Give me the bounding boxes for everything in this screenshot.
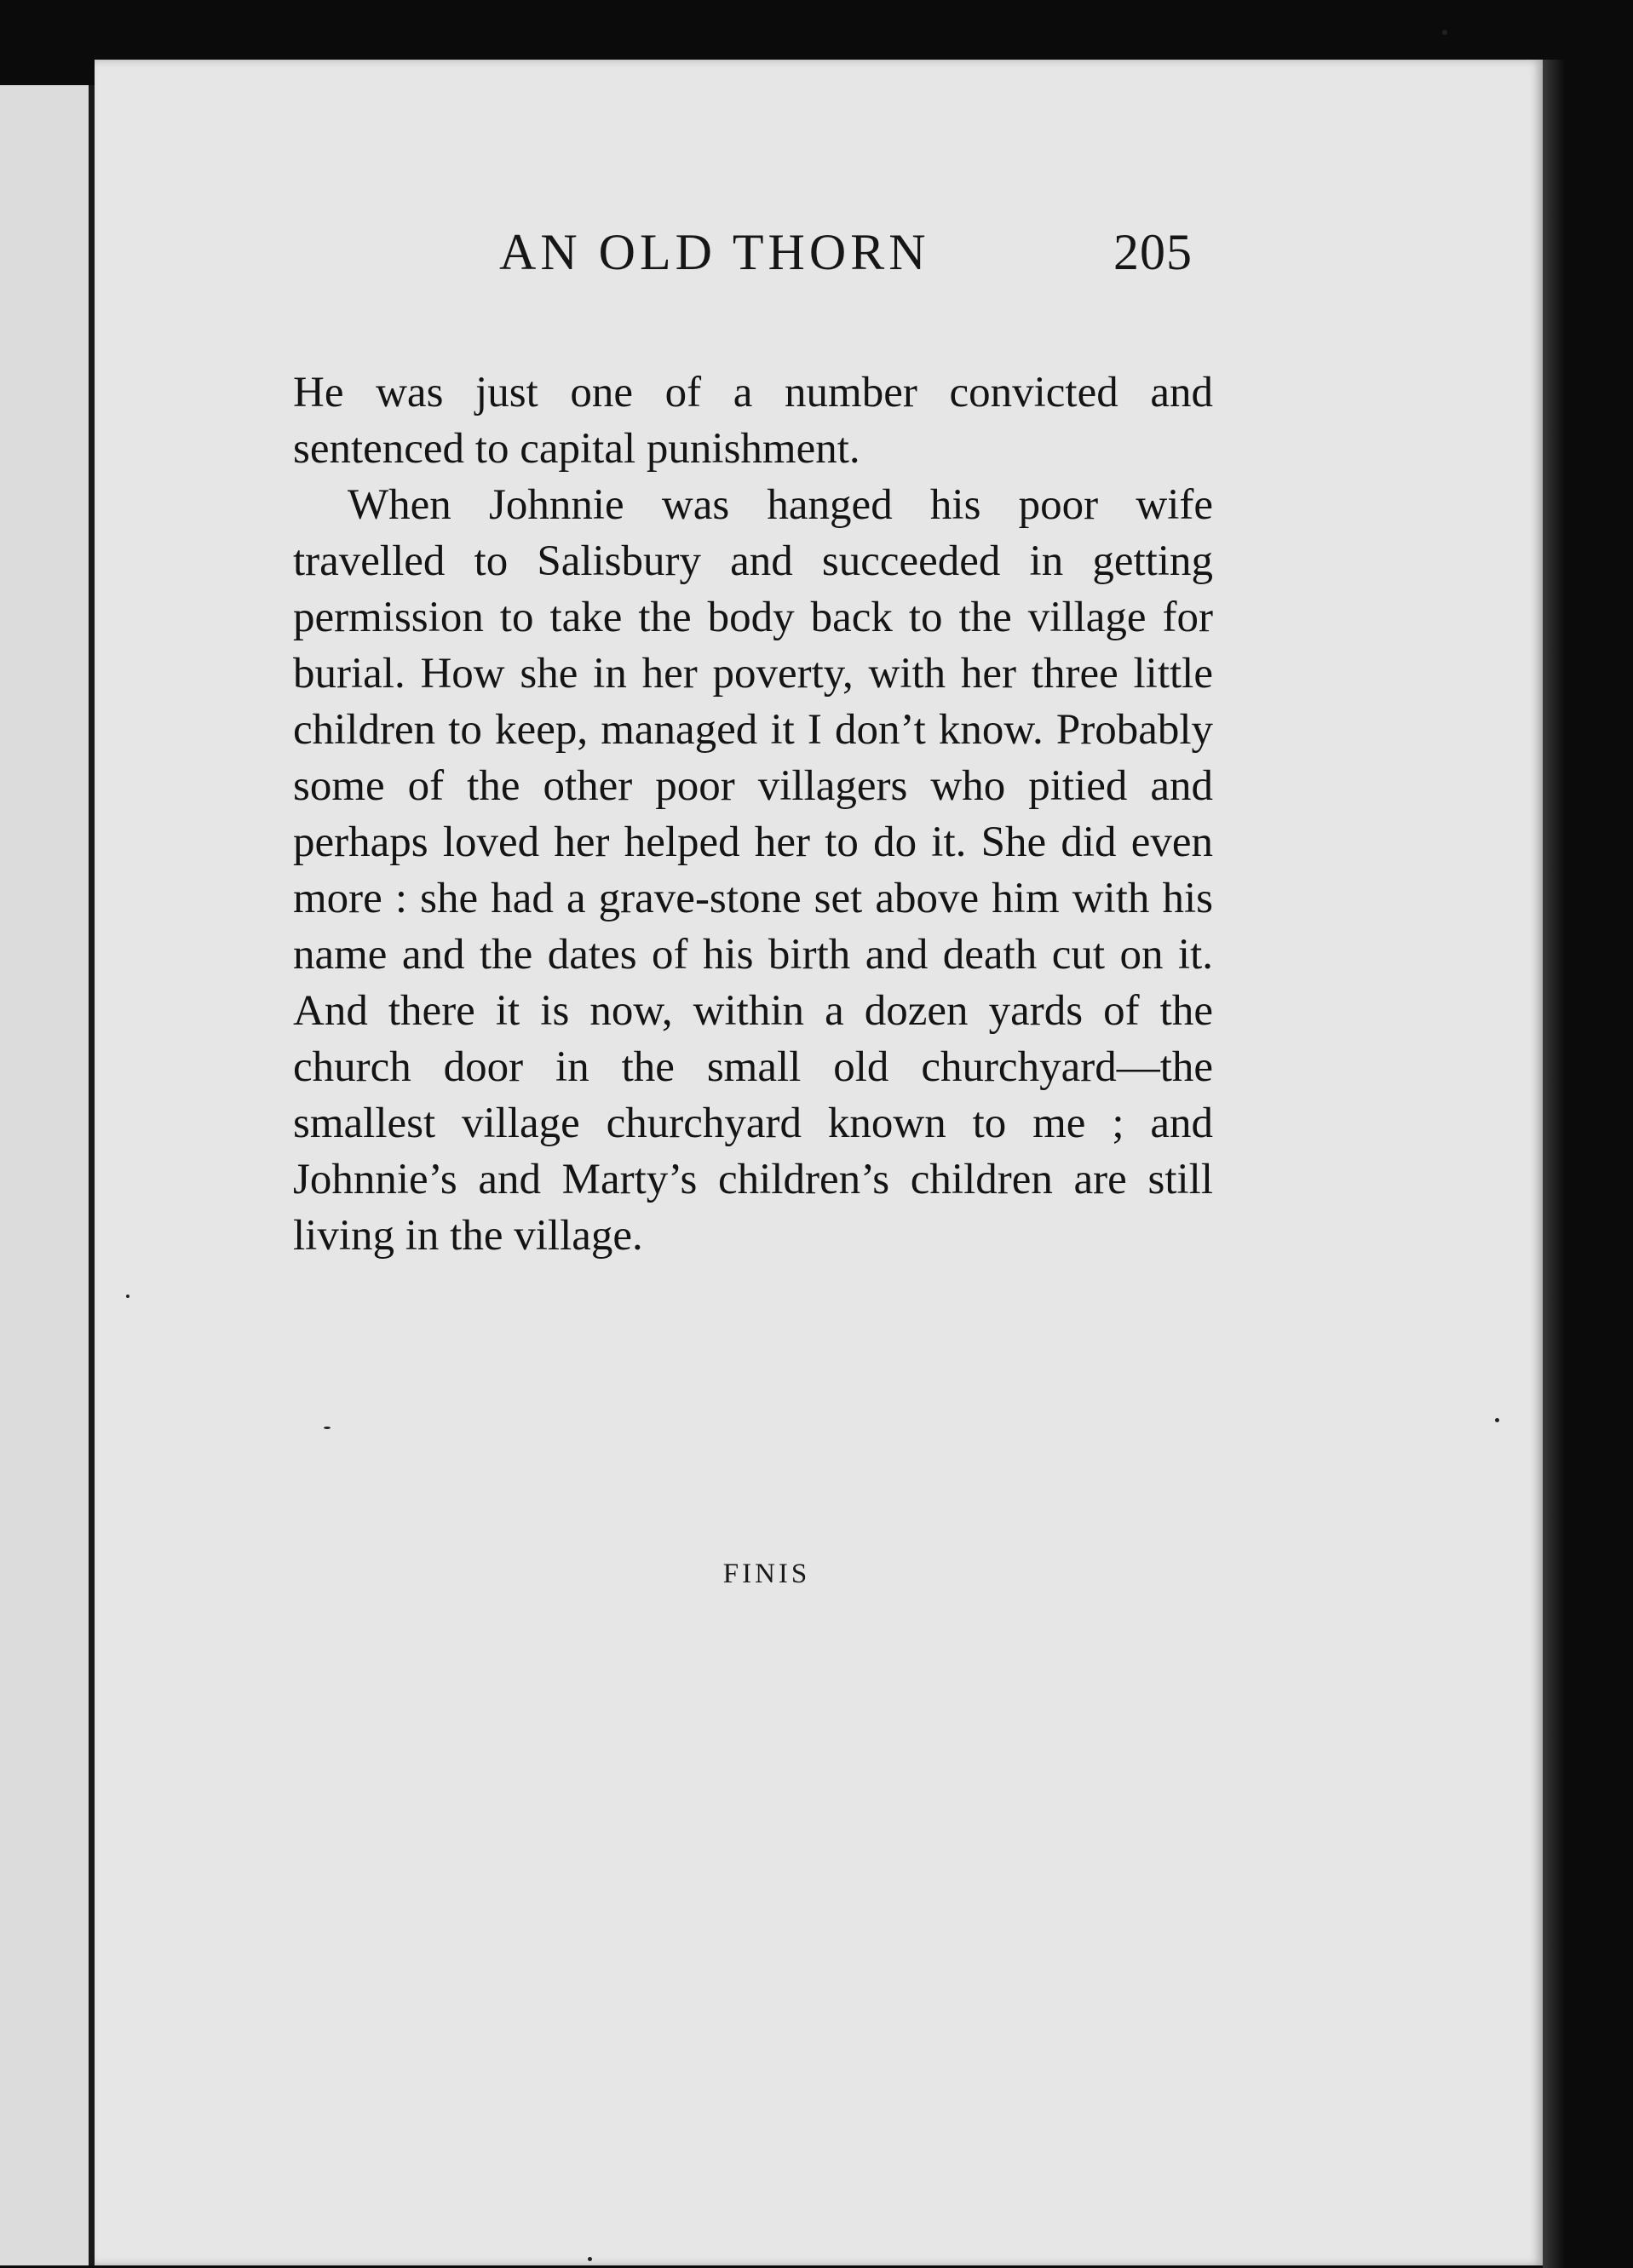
page-edge-shadow — [1543, 60, 1565, 2268]
body-text — [293, 365, 1213, 1264]
page-number: 205 — [1113, 224, 1193, 280]
paragraph-2: When Johnnie was hanged his poor wife travelled to Salisbury and succeeded in getting permission to take the body back to the village for burial. How she in her poverty, with her three little children to keep, managed it I don’t know. Probably some of the other poor villagers who pitied and perhaps loved her helped her to do it. She did even more : she had a grave-stone set above him with his name and the dates of his birth and death cut on it. And there it is now, within a dozen yards of the church door in the small old churchyard—the smallest village churchyard known to me ; and Johnnie’s and Marty’s children’s children are still living in the village. — [293, 481, 1213, 1260]
running-head — [400, 223, 1193, 317]
scan-speck — [588, 2257, 592, 2261]
previous-page-edge — [0, 85, 95, 2265]
scan-speck — [324, 1427, 331, 1429]
finis-mark: FINIS — [722, 1559, 811, 1589]
scan-speck — [126, 1295, 129, 1298]
scan-speck — [1495, 1418, 1499, 1422]
paragraph-1: He was just one of a number convicted and sentenced to capital punishment. — [293, 369, 1213, 473]
running-head-title: AN OLD THORN — [499, 224, 930, 280]
book-gutter — [89, 85, 95, 2265]
scan-speck — [1442, 30, 1447, 35]
